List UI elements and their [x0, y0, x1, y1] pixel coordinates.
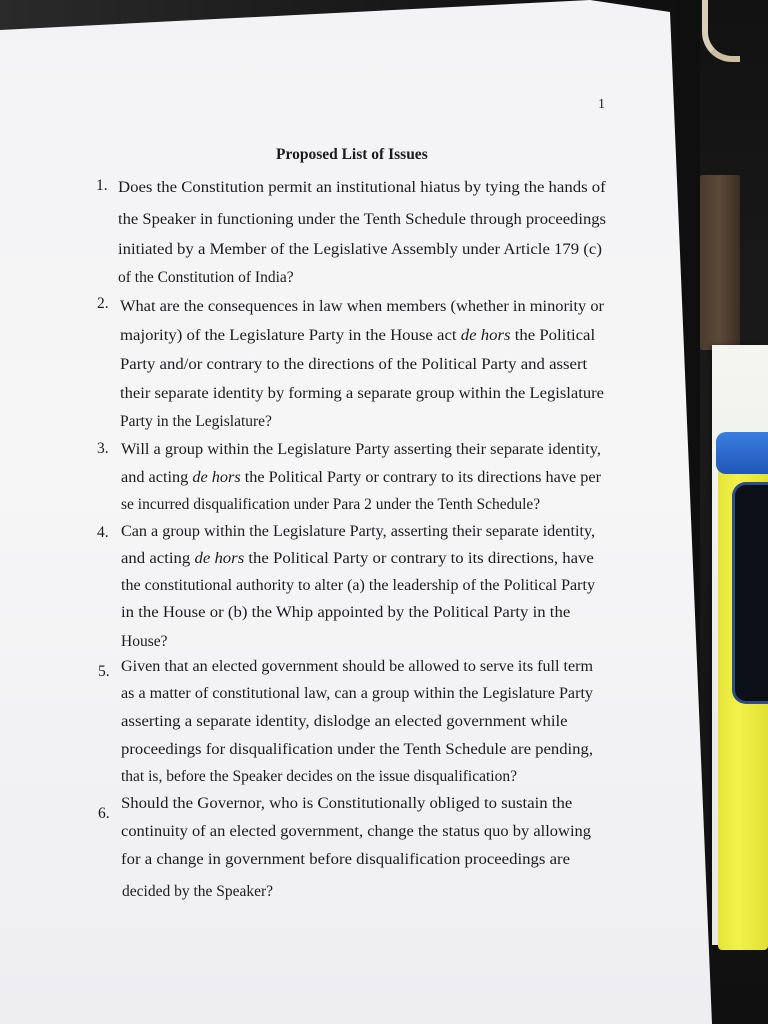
issue-line: in the House or (b) the Whip appointed by the Political Party in the	[121, 604, 571, 621]
issue-line: Should the Governor, who is Constitutionally obliged to sustain the	[121, 795, 573, 812]
issue-line: Can a group within the Legislature Party, asserting their separate identity,	[121, 523, 595, 540]
issue-line: What are the consequences in law when members (whether in minority or	[120, 298, 604, 315]
issue-number: 4.	[97, 524, 109, 541]
issue-line: decided by the Speaker?	[122, 883, 274, 900]
issue-line: of the Constitution of India?	[118, 269, 294, 286]
issue-line: se incurred disqualification under Para 2 under the Tenth Schedule?	[121, 496, 541, 513]
issue-line: asserting a separate identity, dislodge an elected government while	[121, 713, 568, 730]
issue-number: 3.	[97, 440, 109, 457]
issue-line: Given that an elected government should be allowed to serve its full term	[121, 658, 593, 675]
issue-line: for a change in government before disqualification proceedings are	[121, 851, 571, 868]
issue-line: proceedings for disqualification under the Tenth Schedule are pending,	[121, 741, 593, 758]
issue-line: that is, before the Speaker decides on the issue disqualification?	[121, 768, 517, 785]
issue-line: as a matter of constitutional law, can a group within the Legislature Party	[121, 685, 593, 702]
issue-line: continuity of an elected government, change the status quo by allowing	[121, 823, 591, 840]
issue-line: initiated by a Member of the Legislative Assembly under Article 179 (c)	[118, 241, 602, 258]
issue-line: majority) of the Legislature Party in the House act de hors the Political	[120, 327, 596, 344]
issue-line: Will a group within the Legislature Party asserting their separate identity,	[121, 441, 601, 458]
issue-number: 6.	[98, 805, 110, 822]
issue-number: 1.	[96, 177, 108, 194]
issue-number: 5.	[98, 663, 110, 680]
issue-line: Party and/or contrary to the directions of the Political Party and assert	[120, 356, 588, 373]
issue-line: their separate identity by forming a separate group within the Legislature	[120, 385, 604, 402]
issue-line: the Speaker in functioning under the Tenth Schedule through proceedings	[118, 211, 606, 228]
issue-line: Party in the Legislature?	[120, 413, 272, 430]
mobile-phone	[732, 482, 768, 704]
issue-number: 2.	[97, 295, 109, 312]
issue-line: Does the Constitution permit an institutional hiatus by tying the hands of	[118, 179, 606, 196]
issue-line: House?	[121, 633, 168, 650]
issue-line: and acting de hors the Political Party or contrary to its directions, have	[121, 550, 594, 567]
blue-pen-case	[716, 432, 768, 474]
issue-line: and acting de hors the Political Party or contrary to its directions have per	[121, 469, 601, 486]
page-number: 1	[598, 97, 605, 112]
document-title: Proposed List of Issues	[276, 146, 428, 163]
issue-line: the constitutional authority to alter (a) the leadership of the Political Party	[121, 577, 595, 594]
